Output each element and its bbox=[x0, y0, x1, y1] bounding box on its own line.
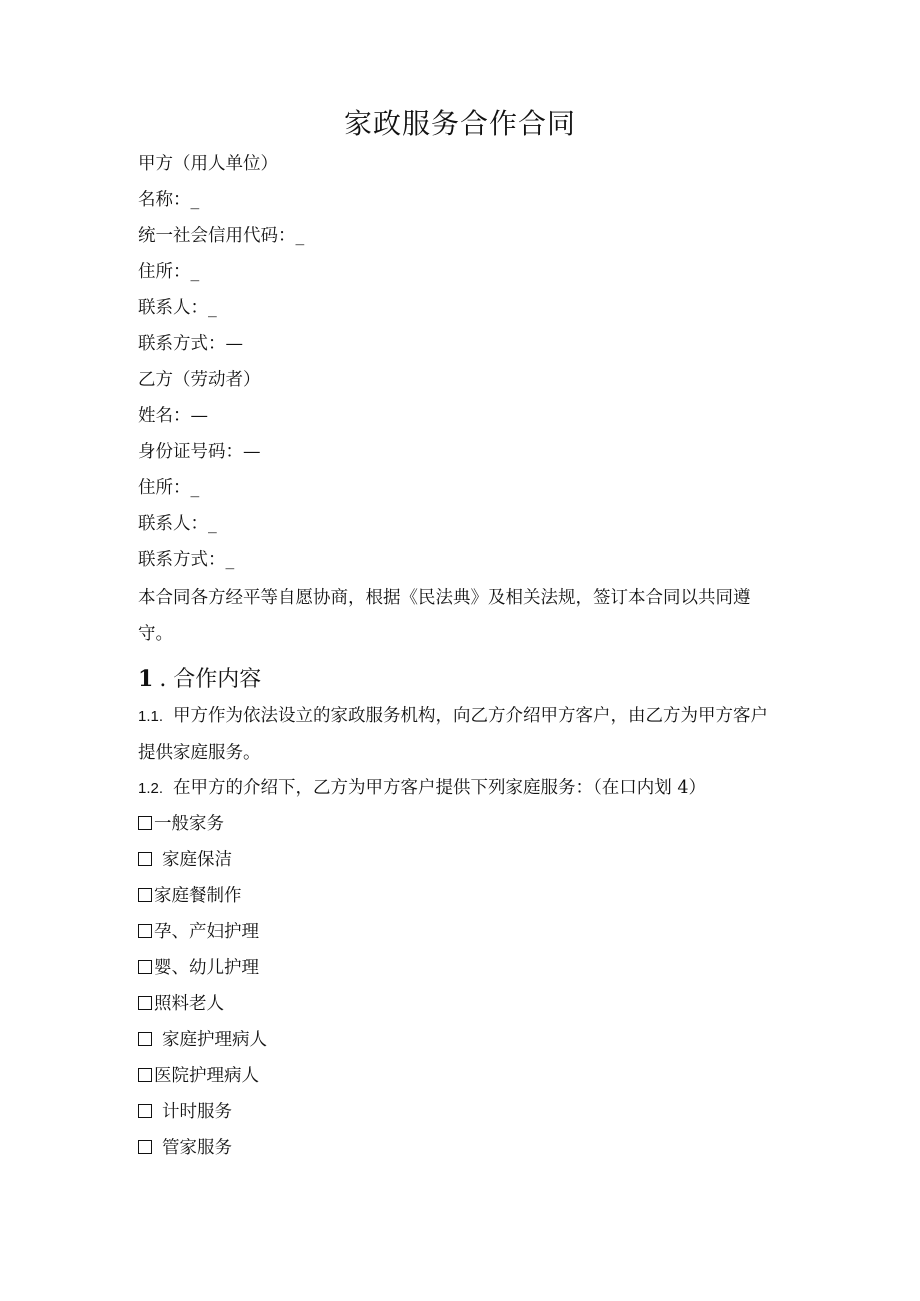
party-a-heading: 甲方（用人单位） bbox=[138, 154, 278, 174]
party-a-contact-method-field: 联系方式：— bbox=[138, 334, 243, 354]
party-b-heading: 乙方（劳动者） bbox=[138, 370, 261, 390]
service-label: 家庭保洁 bbox=[162, 850, 232, 870]
party-b-address-field: 住所：_ bbox=[138, 478, 200, 498]
service-label: 医院护理病人 bbox=[154, 1066, 259, 1086]
party-a-credit-code-field: 统一社会信用代码：_ bbox=[138, 226, 305, 246]
service-label: 计时服务 bbox=[162, 1102, 232, 1122]
party-b-id-number-field: 身份证号码：— bbox=[138, 442, 261, 462]
checkbox-icon[interactable] bbox=[138, 816, 152, 830]
service-option[interactable] bbox=[138, 1094, 788, 1130]
party-a-address-field: 住所：_ bbox=[138, 262, 200, 282]
section-number: 1 bbox=[138, 666, 154, 692]
party-a-name-field: 名称：_ bbox=[138, 190, 200, 210]
checkbox-icon[interactable] bbox=[138, 996, 152, 1010]
service-option[interactable] bbox=[138, 914, 788, 950]
party-a-section bbox=[138, 146, 788, 362]
service-label: 孕、产妇护理 bbox=[154, 922, 259, 942]
clause-text: 甲方作为依法设立的家政服务机构，向乙方介绍甲方客户，由乙方为甲方客户提供家庭服务。 bbox=[138, 706, 769, 763]
service-label: 照料老人 bbox=[154, 994, 224, 1014]
checkbox-icon[interactable] bbox=[138, 924, 152, 938]
service-checklist bbox=[138, 806, 788, 1166]
section-title: . 合作内容 bbox=[159, 667, 262, 692]
service-label: 家庭护理病人 bbox=[162, 1030, 267, 1050]
service-label: 一般家务 bbox=[154, 814, 224, 834]
section-1-heading bbox=[138, 661, 788, 699]
party-b-contact-person-field: 联系人：_ bbox=[138, 514, 217, 534]
party-a-contact-person-field: 联系人：_ bbox=[138, 298, 217, 318]
checkbox-icon[interactable] bbox=[138, 1068, 152, 1082]
service-option[interactable] bbox=[138, 1058, 788, 1094]
service-option[interactable] bbox=[138, 806, 788, 842]
clause-number: 1.1. bbox=[138, 708, 164, 725]
service-option[interactable] bbox=[138, 842, 788, 878]
service-option[interactable] bbox=[138, 878, 788, 914]
checkbox-icon[interactable] bbox=[138, 1032, 152, 1046]
service-label: 婴、幼儿护理 bbox=[154, 958, 259, 978]
preamble-paragraph: 本合同各方经平等自愿协商，根据《民法典》及相关法规，签订本合同以共同遵守。 bbox=[138, 588, 751, 644]
checkbox-icon[interactable] bbox=[138, 888, 152, 902]
service-label: 家庭餐制作 bbox=[154, 886, 242, 906]
checkbox-icon[interactable] bbox=[138, 1140, 152, 1154]
service-option[interactable] bbox=[138, 986, 788, 1022]
service-label: 管家服务 bbox=[162, 1138, 232, 1158]
clause-text: 在甲方的介绍下，乙方为甲方客户提供下列家庭服务：（在口内划 4） bbox=[173, 778, 706, 798]
party-b-contact-method-field: 联系方式：_ bbox=[138, 550, 235, 570]
checkbox-icon[interactable] bbox=[138, 852, 152, 866]
service-option[interactable] bbox=[138, 1130, 788, 1166]
clause-number: 1.2. bbox=[138, 780, 164, 797]
party-b-name-field: 姓名：— bbox=[138, 406, 208, 426]
service-option[interactable] bbox=[138, 1022, 788, 1058]
checkbox-icon[interactable] bbox=[138, 960, 152, 974]
party-b-section bbox=[138, 362, 788, 578]
checkbox-icon[interactable] bbox=[138, 1104, 152, 1118]
clause-1-2 bbox=[138, 770, 788, 807]
clause-1-1 bbox=[138, 698, 778, 771]
service-option[interactable] bbox=[138, 950, 788, 986]
document-title: 家政服务合作合同 bbox=[343, 107, 576, 140]
